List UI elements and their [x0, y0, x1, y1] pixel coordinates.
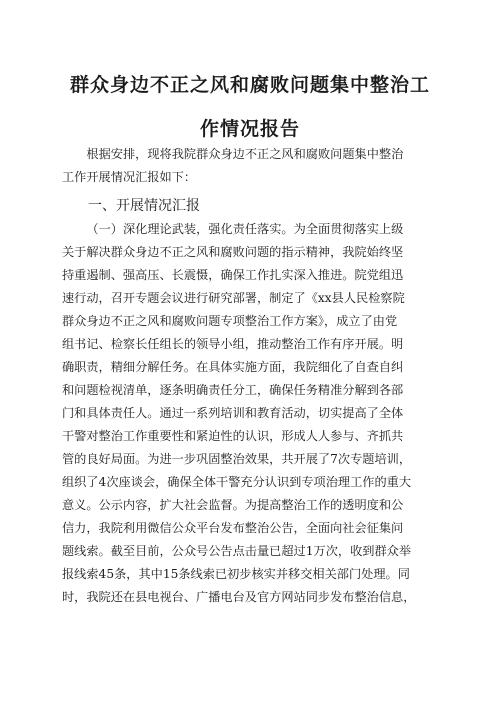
- section-heading: 一、开展情况汇报: [88, 198, 200, 214]
- paragraph-line: 时，我院还在县电视台、广播电台及官方网站同步发布整治信息，: [62, 590, 416, 604]
- intro-line: 工作开展情况汇报如下：: [62, 170, 197, 184]
- document-title-line-1: 群众身边不正之风和腐败问题集中整治工: [69, 74, 430, 96]
- paragraph-line: 门和具体责任人。通过一系列培训和教育活动，切实提高了全体: [62, 406, 404, 420]
- paragraph-line: 题线索。截至目前，公众号公告点击量已超过1万次，收到群众举: [62, 544, 412, 558]
- section-paragraph: [62, 218, 440, 609]
- intro-line: 根据安排，现将我院群众身边不正之风和腐败问题集中整治: [86, 147, 404, 161]
- paragraph-line: 信力，我院利用微信公众平台发布整治公告，全面向社会征集问: [62, 521, 404, 535]
- paragraph-line: 和问题检视清单，逐条明确责任分工，确保任务精准分解到各部: [62, 383, 404, 397]
- document-title-line-2: 作情况报告: [199, 118, 300, 140]
- paragraph-line: 组书记、检察长任组长的领导小组，推动整治工作有序开展。明: [62, 337, 404, 351]
- paragraph-line: 持重遏制、强高压、长震慑，确保工作扎实深入推进。院党组迅: [62, 268, 404, 282]
- paragraph-line: 管的良好局面。为进一步巩固整治效果，共开展了7次专题培训，: [62, 452, 412, 466]
- paragraph-line: 干警对整治工作重要性和紧迫性的认识，形成人人参与、齐抓共: [62, 429, 404, 443]
- paragraph-line: 关于解决群众身边不正之风和腐败问题的指示精神，我院始终坚: [62, 245, 404, 259]
- paragraph-line: 群众身边不正之风和腐败问题专项整治工作方案》，成立了由党: [62, 314, 398, 328]
- paragraph-line: 确职责，精细分解任务。在具体实施方面，我院细化了自查自纠: [62, 360, 404, 374]
- paragraph-line: 速行动，召开专题会议进行研究部署，制定了《xx县人民检察院: [62, 291, 405, 305]
- paragraph-line: 组织了4次座谈会，确保全体干警充分认识到专项治理工作的重大: [62, 475, 412, 489]
- paragraph-line: 意义。公示内容，扩大社会监督。为提高整治工作的透明度和公: [62, 498, 404, 512]
- paragraph-line: （一）深化理论武装，强化责任落实。为全面贯彻落实上级: [86, 222, 404, 236]
- intro-paragraph: [62, 143, 440, 189]
- paragraph-line: 报线索45条，其中15条线索已初步核实并移交相关部门处理。同: [62, 567, 410, 581]
